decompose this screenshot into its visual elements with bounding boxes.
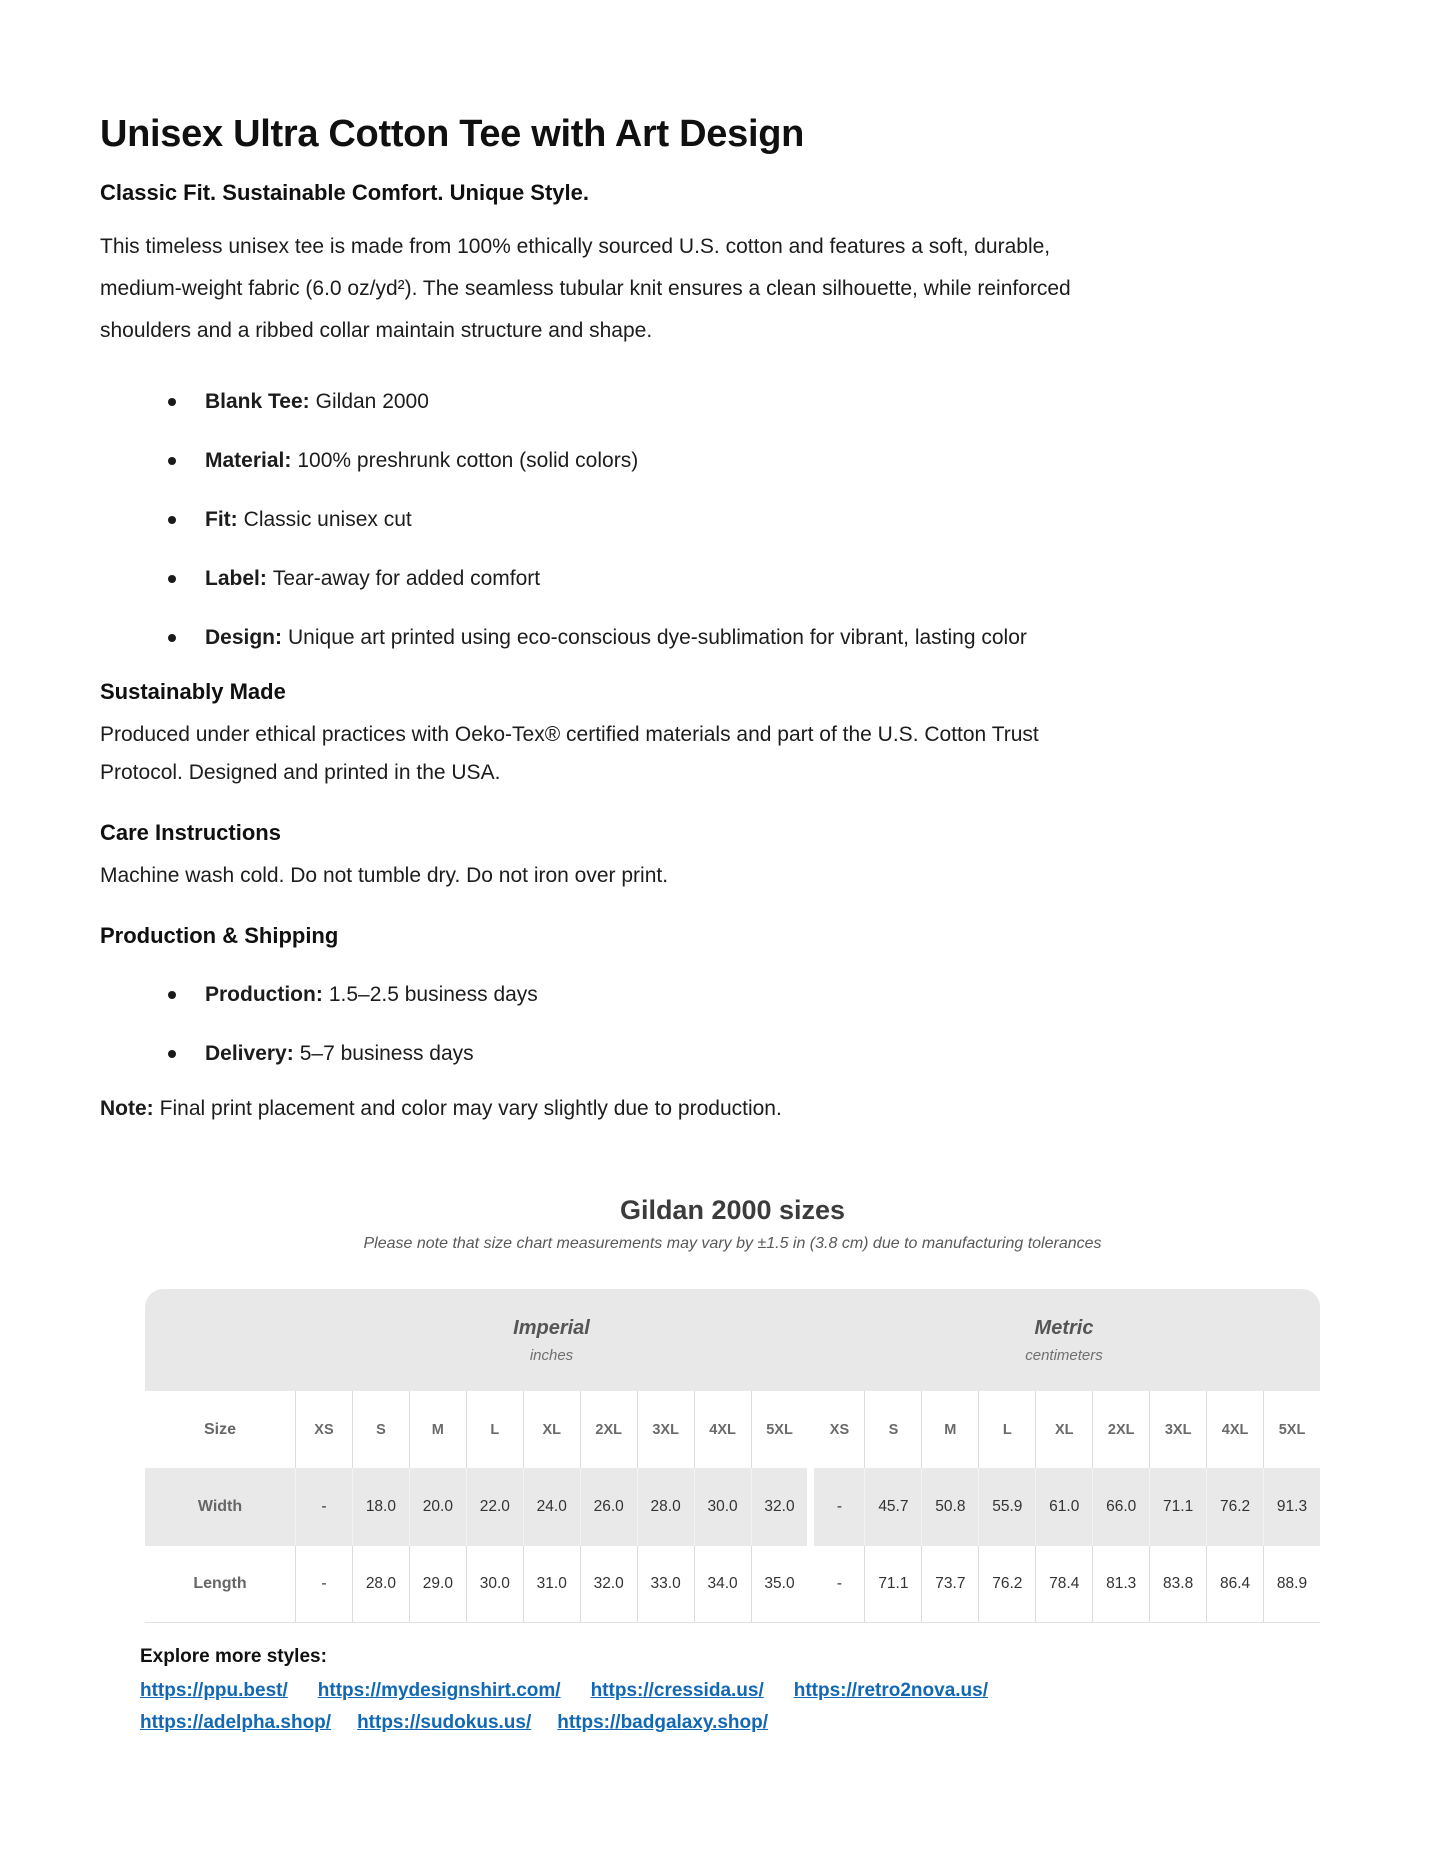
width-metric-cell: 61.0 bbox=[1035, 1468, 1092, 1546]
size-header-cell: XS bbox=[295, 1391, 352, 1468]
size-header-cell: XL bbox=[523, 1391, 580, 1468]
length-imperial-cell: - bbox=[295, 1546, 352, 1622]
length-metric-cell: 76.2 bbox=[978, 1546, 1035, 1622]
explore-more-styles bbox=[140, 1646, 988, 1734]
size-header-cell: 4XL bbox=[1206, 1391, 1263, 1468]
section-heading-sustainably-made: Sustainably Made bbox=[100, 679, 286, 704]
feature-text: 100% preshrunk cotton (solid colors) bbox=[297, 449, 639, 472]
row-label: Width bbox=[197, 1498, 243, 1515]
link-ppu-best[interactable]: https://ppu.best/ bbox=[140, 1680, 288, 1701]
length-metric-cell: - bbox=[807, 1546, 864, 1622]
list-item bbox=[100, 1041, 1135, 1067]
list-item bbox=[100, 507, 1135, 533]
size-header-cell: S bbox=[352, 1391, 409, 1468]
size-header-cell: 5XL bbox=[751, 1391, 808, 1468]
size-chart-title: Gildan 2000 sizes bbox=[619, 1195, 846, 1225]
feature-text: Classic unisex cut bbox=[243, 508, 412, 531]
note-line bbox=[100, 1096, 1135, 1122]
size-header-cell: 4XL bbox=[694, 1391, 751, 1468]
list-item bbox=[100, 389, 1135, 415]
width-metric-cell: 50.8 bbox=[921, 1468, 978, 1546]
imperial-group-header bbox=[295, 1289, 808, 1391]
page-subtitle: Classic Fit. Sustainable Comfort. Unique Style. bbox=[100, 180, 589, 205]
size-header-cell: 5XL bbox=[1263, 1391, 1320, 1468]
table-row-length bbox=[145, 1546, 1320, 1622]
metric-group-header bbox=[808, 1289, 1320, 1391]
length-metric-cell: 86.4 bbox=[1206, 1546, 1263, 1622]
size-header-cell: XL bbox=[1035, 1391, 1092, 1468]
length-metric-cell: 88.9 bbox=[1263, 1546, 1320, 1622]
size-header-cell: 2XL bbox=[580, 1391, 637, 1468]
size-header-cell: 3XL bbox=[637, 1391, 694, 1468]
feature-label: Blank Tee: bbox=[205, 390, 310, 413]
list-item bbox=[100, 566, 1135, 592]
length-metric-cell: 83.8 bbox=[1149, 1546, 1206, 1622]
section-body-care-instructions: Machine wash cold. Do not tumble dry. Do not iron over print. bbox=[100, 864, 669, 887]
imperial-unit: inches bbox=[529, 1346, 574, 1364]
size-header-cell: 2XL bbox=[1092, 1391, 1149, 1468]
list-item bbox=[100, 448, 1135, 474]
metric-unit: centimeters bbox=[1025, 1346, 1103, 1364]
section-body-sustainably-made: Produced under ethical practices with Oeko-Tex® certified materials and part of the U.S. Cotton Trust Protocol. Designed and printed in the USA. bbox=[100, 723, 1039, 784]
length-imperial-cell: 35.0 bbox=[751, 1546, 808, 1622]
length-metric-cell: 71.1 bbox=[864, 1546, 921, 1622]
section-heading-production-shipping: Production & Shipping bbox=[100, 923, 339, 948]
width-metric-cell: 45.7 bbox=[864, 1468, 921, 1546]
length-imperial-cell: 34.0 bbox=[694, 1546, 751, 1622]
length-imperial-cell: 29.0 bbox=[409, 1546, 466, 1622]
width-imperial-cell: 30.0 bbox=[694, 1468, 751, 1546]
length-metric-cell: 81.3 bbox=[1092, 1546, 1149, 1622]
feature-label: Design: bbox=[205, 626, 283, 649]
width-metric-cell: 66.0 bbox=[1092, 1468, 1149, 1546]
links-row-1 bbox=[140, 1680, 988, 1702]
width-imperial-cell: - bbox=[295, 1468, 352, 1546]
ps-label: Delivery: bbox=[205, 1042, 294, 1065]
width-imperial-cell: 32.0 bbox=[751, 1468, 808, 1546]
link-badgalaxy[interactable]: https://badgalaxy.shop/ bbox=[557, 1712, 769, 1733]
feature-label: Fit: bbox=[205, 508, 238, 531]
list-item bbox=[100, 982, 1135, 1008]
production-shipping-list bbox=[100, 982, 1135, 1067]
bullet-icon bbox=[168, 575, 176, 583]
size-header-cell: S bbox=[864, 1391, 921, 1468]
ps-text: 1.5–2.5 business days bbox=[328, 983, 538, 1006]
feature-label: Material: bbox=[205, 449, 292, 472]
width-imperial-cell: 20.0 bbox=[409, 1468, 466, 1546]
table-row-width bbox=[145, 1468, 1320, 1546]
note-text: Final print placement and color may vary slightly due to production. bbox=[159, 1097, 782, 1120]
row-label: Length bbox=[193, 1575, 247, 1592]
width-imperial-cell: 26.0 bbox=[580, 1468, 637, 1546]
bullet-icon bbox=[168, 398, 176, 406]
imperial-label: Imperial bbox=[513, 1316, 590, 1339]
link-mydesignshirt[interactable]: https://mydesignshirt.com/ bbox=[317, 1680, 561, 1701]
note-label: Note: bbox=[100, 1097, 154, 1120]
width-imperial-cell: 22.0 bbox=[466, 1468, 523, 1546]
width-imperial-cell: 24.0 bbox=[523, 1468, 580, 1546]
length-imperial-cell: 28.0 bbox=[352, 1546, 409, 1622]
width-imperial-cell: 28.0 bbox=[637, 1468, 694, 1546]
length-metric-cell: 73.7 bbox=[921, 1546, 978, 1622]
size-header-cell: XS bbox=[807, 1391, 864, 1468]
size-header-row bbox=[145, 1391, 1320, 1468]
length-imperial-cell: 33.0 bbox=[637, 1546, 694, 1622]
feature-text: Unique art printed using eco-conscious dye-sublimation for vibrant, lasting color bbox=[288, 626, 1027, 649]
width-metric-cell: 71.1 bbox=[1149, 1468, 1206, 1546]
footer-heading: Explore more styles: bbox=[140, 1646, 327, 1667]
bullet-icon bbox=[168, 457, 176, 465]
width-metric-cell: - bbox=[807, 1468, 864, 1546]
width-imperial-cell: 18.0 bbox=[352, 1468, 409, 1546]
size-chart-section bbox=[145, 1196, 1320, 1623]
link-retro2nova[interactable]: https://retro2nova.us/ bbox=[793, 1680, 988, 1701]
size-header-cell: 3XL bbox=[1149, 1391, 1206, 1468]
link-cressida[interactable]: https://cressida.us/ bbox=[590, 1680, 764, 1701]
bullet-icon bbox=[168, 516, 176, 524]
feature-text: Tear-away for added comfort bbox=[272, 567, 541, 590]
width-metric-cell: 91.3 bbox=[1263, 1468, 1320, 1546]
length-imperial-cell: 31.0 bbox=[523, 1546, 580, 1622]
page-title: Unisex Ultra Cotton Tee with Art Design bbox=[100, 113, 805, 155]
size-col-header: Size bbox=[203, 1420, 236, 1438]
bullet-icon bbox=[168, 1050, 176, 1058]
band-spacer bbox=[145, 1289, 295, 1391]
metric-label: Metric bbox=[1034, 1316, 1094, 1339]
intro-paragraph: This timeless unisex tee is made from 100% ethically sourced U.S. cotton and features a soft, durable, medium-weight fabric (6.0 oz/yd²). The seamless tubular knit ensures a clean silhouette, while reinforced shoulders and a ribbed collar maintain structure and shape. bbox=[100, 235, 1071, 342]
size-header-cell: M bbox=[409, 1391, 466, 1468]
feature-label: Label: bbox=[205, 567, 267, 590]
ps-text: 5–7 business days bbox=[299, 1042, 474, 1065]
size-header-cell: M bbox=[921, 1391, 978, 1468]
size-header-cell: L bbox=[466, 1391, 523, 1468]
feature-list bbox=[100, 389, 1135, 651]
size-chart-disclaimer: Please note that size chart measurements may vary by ±1.5 in (3.8 cm) due to manufacturing tolerances bbox=[363, 1235, 1102, 1252]
bullet-icon bbox=[168, 634, 176, 642]
list-item bbox=[100, 625, 1135, 651]
link-adelpha[interactable]: https://adelpha.shop/ bbox=[140, 1712, 332, 1733]
ps-label: Production: bbox=[205, 983, 323, 1006]
unit-header-band bbox=[145, 1289, 1320, 1391]
size-table bbox=[145, 1289, 1320, 1623]
size-header-cell: L bbox=[978, 1391, 1035, 1468]
feature-text: Gildan 2000 bbox=[315, 390, 429, 413]
product-description bbox=[100, 0, 1135, 1122]
bullet-icon bbox=[168, 991, 176, 999]
section-heading-care-instructions: Care Instructions bbox=[100, 820, 281, 845]
link-sudokus[interactable]: https://sudokus.us/ bbox=[357, 1712, 532, 1733]
links-row-2 bbox=[140, 1712, 988, 1734]
length-imperial-cell: 30.0 bbox=[466, 1546, 523, 1622]
width-metric-cell: 76.2 bbox=[1206, 1468, 1263, 1546]
length-metric-cell: 78.4 bbox=[1035, 1546, 1092, 1622]
width-metric-cell: 55.9 bbox=[978, 1468, 1035, 1546]
length-imperial-cell: 32.0 bbox=[580, 1546, 637, 1622]
